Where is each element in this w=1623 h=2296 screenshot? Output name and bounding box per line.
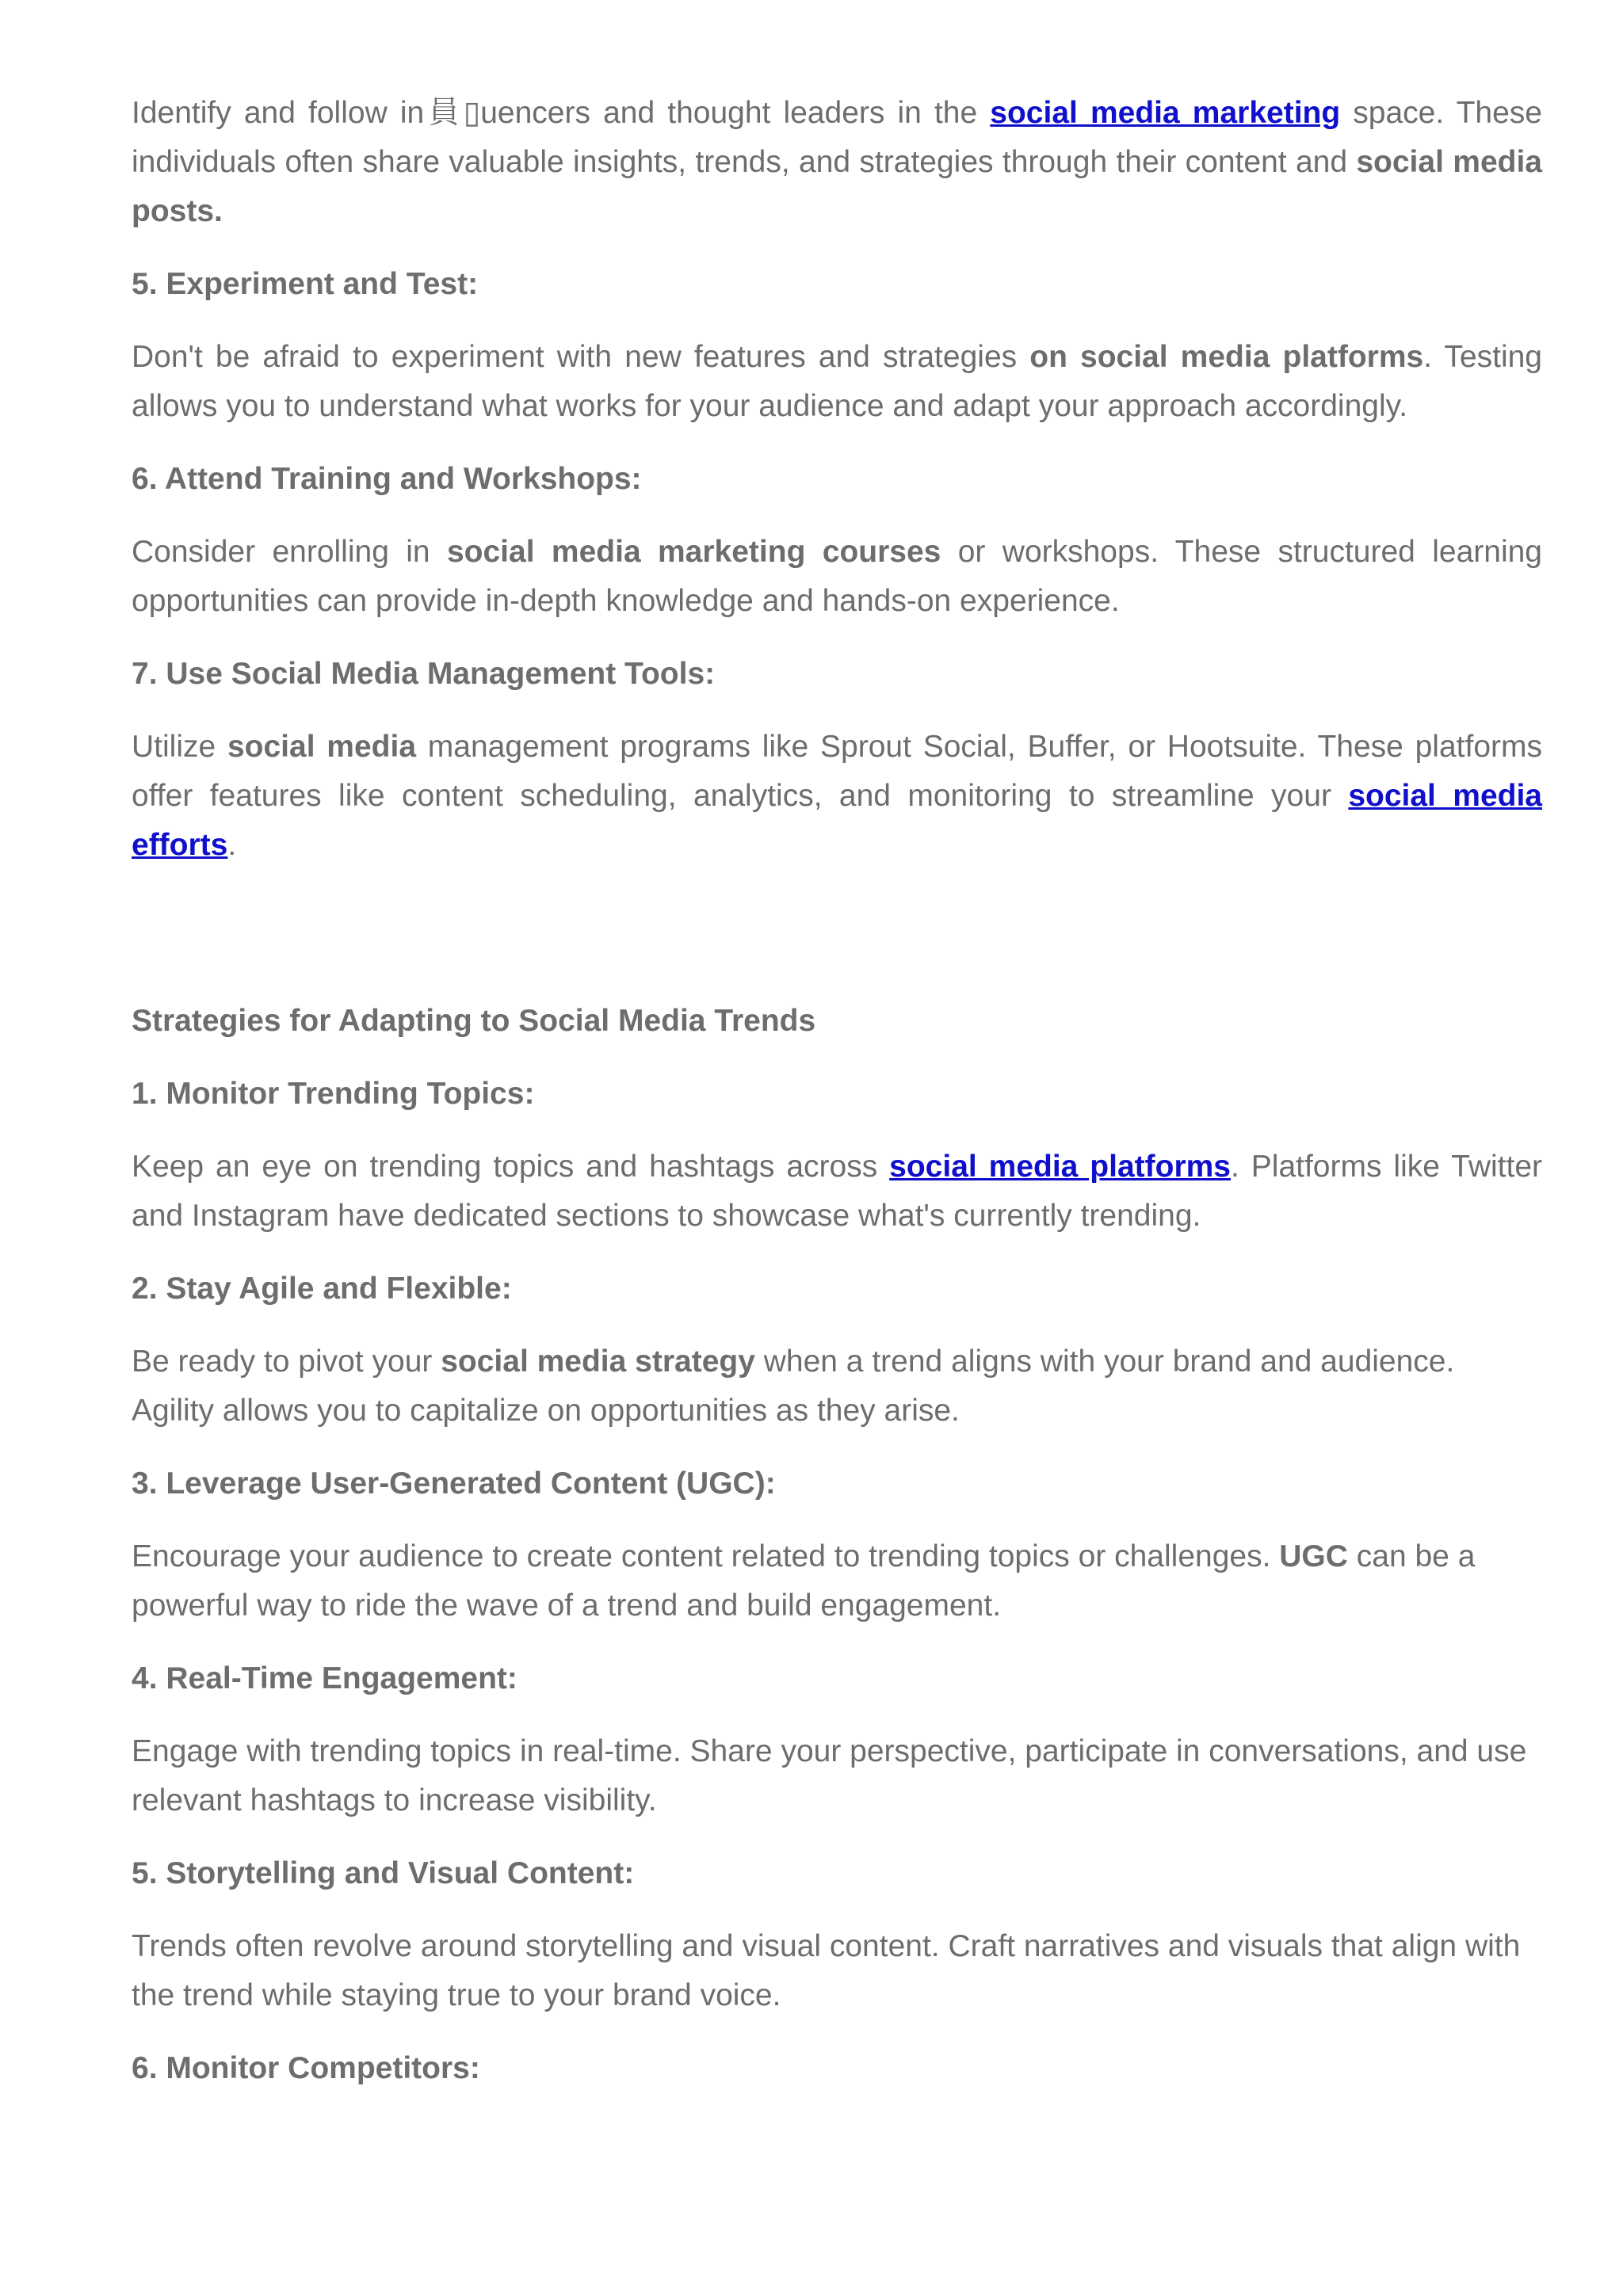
paragraph-tools <box>132 723 1542 870</box>
text: Utilize <box>132 730 227 764</box>
text: space. These individuals often share valuable insights, trends, and strategies through their content and <box>132 96 1542 179</box>
heading-storytelling: 5. Storytelling and Visual Content: <box>132 1856 635 1890</box>
paragraph-storytelling: Trends often revolve around storytelling and visual content. Craft narratives and visuals that align with the trend while staying true to your brand voice. <box>132 1929 1521 2012</box>
section-title-strategies: Strategies for Adapting to Social Media Trends <box>132 1004 816 1038</box>
text: when a trend aligns with your brand and audience. Agility allows you to capitalize on opportunities as they arise. <box>132 1344 1455 1428</box>
heading-real-time: 4. Real-Time Engagement: <box>132 1661 517 1695</box>
link-social-media-marketing[interactable]: social media marketing <box>990 96 1341 130</box>
text: uencers and thought leaders in the <box>480 96 991 130</box>
text: . <box>227 828 237 862</box>
text: can be a powerful way to ride the wave of a trend and build engagement. <box>132 1539 1476 1623</box>
paragraph-influencers <box>132 89 1542 236</box>
bold-text: social media strategy <box>441 1344 755 1379</box>
link-social-media-efforts[interactable]: social media efforts <box>132 779 1542 862</box>
heading-management-tools: 7. Use Social Media Management Tools: <box>132 657 716 691</box>
text: . Testing allows you to understand what works for your audience and adapt your approach accordingly. <box>132 340 1542 423</box>
text: Be ready to pivot your <box>132 1344 441 1379</box>
text: . Platforms like Twitter and Instagram have dedicated sections to showcase what's currently trending. <box>132 1150 1542 1233</box>
bold-text: on social media platforms <box>1029 340 1424 374</box>
text: Don't be afraid to experiment with new features and strategies <box>132 340 1030 374</box>
paragraph-experiment <box>132 333 1542 431</box>
text: management programs like Sprout Social, Buffer, or Hootsuite. These platforms offer features like content scheduling, analytics, and monitoring to streamline your <box>132 730 1542 813</box>
paragraph-monitor <box>132 1142 1542 1241</box>
bold-text: social media marketing courses <box>446 535 941 569</box>
heading-ugc: 3. Leverage User-Generated Content (UGC): <box>132 1466 776 1501</box>
heading-monitor-competitors: 6. Monitor Competitors: <box>132 2051 480 2085</box>
heading-attend-training: 6. Attend Training and Workshops: <box>132 462 642 496</box>
paragraph-agile <box>132 1337 1542 1436</box>
text: or workshops. These structured learning opportunities can provide in-depth knowledge and hands-on experience. <box>132 535 1542 618</box>
heading-monitor-trending: 1. Monitor Trending Topics: <box>132 1077 535 1111</box>
link-social-media-platforms[interactable]: social media platforms <box>889 1150 1231 1184</box>
text: Identify and follow in <box>132 96 425 130</box>
paragraph-ugc <box>132 1532 1542 1630</box>
text: Consider enrolling in <box>132 535 447 569</box>
missing-glyph: 員▯ <box>424 96 481 130</box>
paragraph-real-time: Engage with trending topics in real-time. Share your perspective, participate in conversations, and use relevant hashtags to increase visibility. <box>132 1734 1527 1817</box>
paragraph-training <box>132 528 1542 626</box>
bold-text: UGC <box>1279 1539 1348 1573</box>
text: Keep an eye on trending topics and hashtags across <box>132 1150 890 1184</box>
bold-text: social media posts. <box>132 145 1542 228</box>
text: Encourage your audience to create content related to trending topics or challenges. <box>132 1539 1280 1573</box>
heading-stay-agile: 2. Stay Agile and Flexible: <box>132 1272 512 1306</box>
heading-experiment-and-test: 5. Experiment and Test: <box>132 267 479 301</box>
bold-text: social media <box>227 730 417 764</box>
document-page <box>132 89 1542 2093</box>
